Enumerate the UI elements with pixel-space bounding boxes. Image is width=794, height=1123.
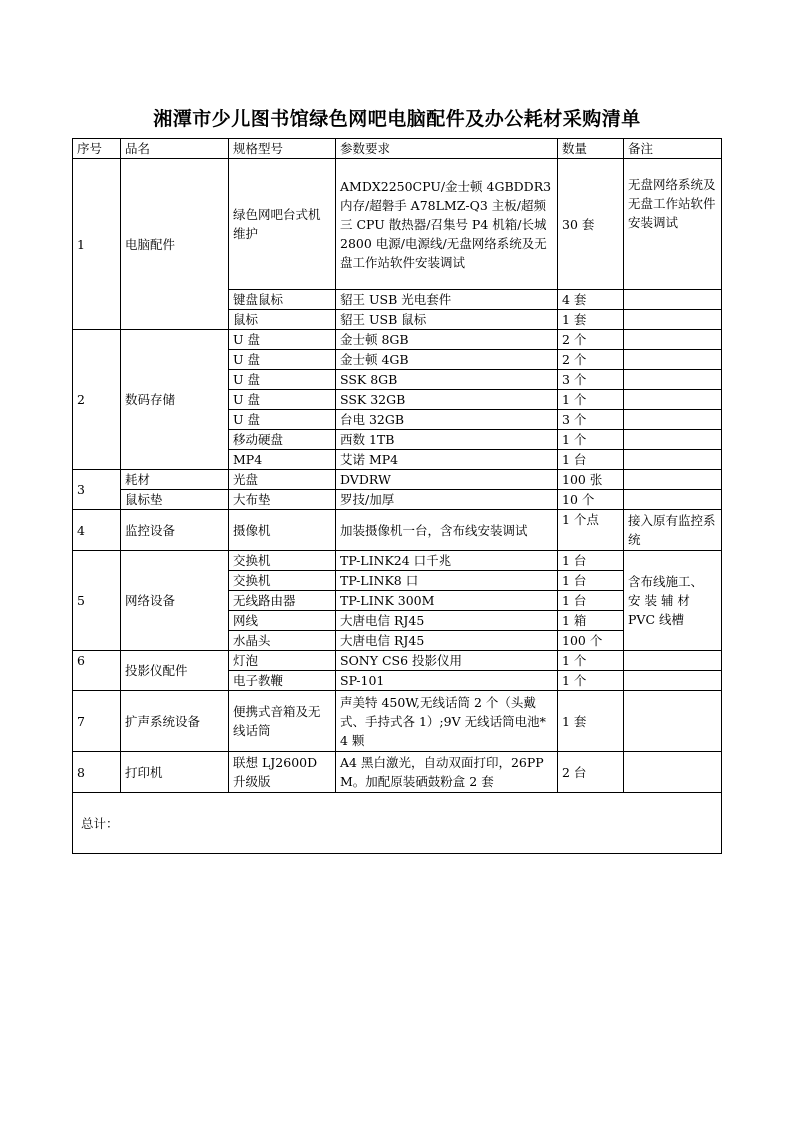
row-number: 6 (73, 651, 121, 691)
item-param: SONY CS6 投影仪用 (336, 651, 558, 671)
item-qty: 2 个 (558, 350, 624, 370)
row-number: 4 (73, 510, 121, 551)
item-spec: 光盘 (229, 470, 336, 490)
remark-line: 安 装 辅 材 (628, 593, 690, 608)
item-remark (624, 390, 722, 410)
item-spec: 移动硬盘 (229, 430, 336, 450)
table-row (73, 691, 722, 752)
item-remark (624, 551, 722, 651)
item-param: 西数 1TB (336, 430, 558, 450)
item-remark (624, 330, 722, 350)
item-remark (624, 752, 722, 793)
row-number: 5 (73, 551, 121, 651)
item-spec: U 盘 (229, 370, 336, 390)
table-row (73, 510, 722, 551)
remark-text: 无盘网络系统及无盘工作站软件安装调试 (628, 177, 716, 230)
item-qty: 1 台 (558, 571, 624, 591)
item-spec: 键盘鼠标 (229, 290, 336, 310)
item-param: 大唐电信 RJ45 (336, 611, 558, 631)
total-cell (73, 793, 722, 854)
item-qty: 2 个 (558, 330, 624, 350)
item-name: 扩声系统设备 (121, 691, 229, 752)
table-row (73, 551, 722, 571)
row-number: 2 (73, 330, 121, 470)
item-param: TP-LINK24 口千兆 (336, 551, 558, 571)
item-qty: 100 个 (558, 631, 624, 651)
item-qty: 2 台 (558, 752, 624, 793)
item-qty: 1 台 (558, 551, 624, 571)
item-param: 大唐电信 RJ45 (336, 631, 558, 651)
item-param: A4 黑白激光，自动双面打印，26PPM。加配原装硒鼓粉盒 2 套 (336, 752, 558, 793)
item-param: 金士顿 4GB (336, 350, 558, 370)
table-row (73, 330, 722, 350)
item-qty: 1 台 (558, 450, 624, 470)
item-spec: 无线路由器 (229, 591, 336, 611)
header-cell: 品名 (121, 139, 229, 159)
item-spec: U 盘 (229, 410, 336, 430)
header-cell: 序号 (73, 139, 121, 159)
item-param: 台电 32GB (336, 410, 558, 430)
remark-line: 含布线施工、 (628, 574, 704, 589)
item-spec: 网线 (229, 611, 336, 631)
item-name: 耗材 (121, 470, 229, 490)
item-name: 打印机 (121, 752, 229, 793)
item-param: 罗技/加厚 (336, 490, 558, 510)
item-qty: 1 个点 (558, 510, 624, 551)
item-remark (624, 290, 722, 310)
remark-line: PVC 线槽 (628, 612, 684, 627)
item-qty: 10 个 (558, 490, 624, 510)
header-cell: 数量 (558, 139, 624, 159)
total-label: 总计： (81, 815, 119, 831)
item-remark (624, 671, 722, 691)
item-spec: 绿色网吧台式机维护 (229, 159, 336, 290)
procurement-table (72, 138, 722, 854)
item-name: 电脑配件 (121, 159, 229, 330)
item-spec: 交换机 (229, 551, 336, 571)
item-qty: 3 个 (558, 370, 624, 390)
table-row (73, 752, 722, 793)
item-spec: U 盘 (229, 350, 336, 370)
item-qty: 100 张 (558, 470, 624, 490)
item-spec: 水晶头 (229, 631, 336, 651)
item-param: SP-101 (336, 671, 558, 691)
item-spec: 鼠标 (229, 310, 336, 330)
header-cell: 参数要求 (336, 139, 558, 159)
item-param: TP-LINK8 口 (336, 571, 558, 591)
item-spec: 交换机 (229, 571, 336, 591)
item-param: TP-LINK 300M (336, 591, 558, 611)
item-qty: 1 个 (558, 651, 624, 671)
item-spec: MP4 (229, 450, 336, 470)
item-spec: U 盘 (229, 390, 336, 410)
item-remark (624, 430, 722, 450)
item-qty: 1 套 (558, 691, 624, 752)
item-param: DVDRW (336, 470, 558, 490)
item-qty: 1 个 (558, 671, 624, 691)
item-param: SSK 32GB (336, 390, 558, 410)
item-remark (624, 470, 722, 490)
item-qty: 4 套 (558, 290, 624, 310)
item-qty: 1 个 (558, 390, 624, 410)
item-remark (624, 490, 722, 510)
item-name: 监控设备 (121, 510, 229, 551)
item-spec: 电子教鞭 (229, 671, 336, 691)
header-cell: 备注 (624, 139, 722, 159)
item-spec: 便携式音箱及无线话筒 (229, 691, 336, 752)
row-number: 7 (73, 691, 121, 752)
item-qty: 1 箱 (558, 611, 624, 631)
item-remark (624, 350, 722, 370)
table-header-row (73, 139, 722, 159)
item-qty: 1 个 (558, 430, 624, 450)
item-spec: U 盘 (229, 330, 336, 350)
table-row (73, 490, 722, 510)
header-cell: 规格型号 (229, 139, 336, 159)
item-spec: 灯泡 (229, 651, 336, 671)
item-param: SSK 8GB (336, 370, 558, 390)
item-param: 貂王 USB 光电套件 (336, 290, 558, 310)
item-spec: 大布垫 (229, 490, 336, 510)
item-name: 投影仪配件 (121, 651, 229, 691)
row-number: 3 (73, 470, 121, 510)
item-param: AMDX2250CPU/金士顿 4GBDDR3 内存/超磐手 A78LMZ-Q3 主板/超频三 CPU 散热器/召集号 P4 机箱/长城 2800 电源/电源线/无盘网络系统及无盘工作站软件安装调试 (336, 159, 558, 290)
item-param: 金士顿 8GB (336, 330, 558, 350)
item-spec: 摄像机 (229, 510, 336, 551)
item-remark (624, 370, 722, 390)
item-remark (624, 310, 722, 330)
table-row (73, 651, 722, 671)
item-param: 貂王 USB 鼠标 (336, 310, 558, 330)
item-name: 数码存储 (121, 330, 229, 470)
item-qty: 3 个 (558, 410, 624, 430)
item-remark (624, 450, 722, 470)
row-number: 1 (73, 159, 121, 330)
page-title: 湘潭市少儿图书馆绿色网吧电脑配件及办公耗材采购清单 (153, 108, 641, 130)
item-remark (624, 691, 722, 752)
item-remark: 接入原有监控系统 (624, 510, 722, 551)
item-qty: 30 套 (558, 159, 624, 290)
item-qty: 1 台 (558, 591, 624, 611)
item-param: 加装摄像机一台，含布线安装调试 (336, 510, 558, 551)
item-param: 艾诺 MP4 (336, 450, 558, 470)
item-name: 网络设备 (121, 551, 229, 651)
item-name: 鼠标垫 (121, 490, 229, 510)
item-remark (624, 159, 722, 290)
item-param: 声美特 450W,无线话筒 2 个（头戴式、手持式各 1）;9V 无线话筒电池*4 颗 (336, 691, 558, 752)
item-remark (624, 651, 722, 671)
total-row (73, 793, 722, 854)
item-qty: 1 套 (558, 310, 624, 330)
item-spec: 联想 LJ2600D 升级版 (229, 752, 336, 793)
row-number: 8 (73, 752, 121, 793)
table-row (73, 470, 722, 490)
item-remark (624, 410, 722, 430)
table-row (73, 159, 722, 290)
